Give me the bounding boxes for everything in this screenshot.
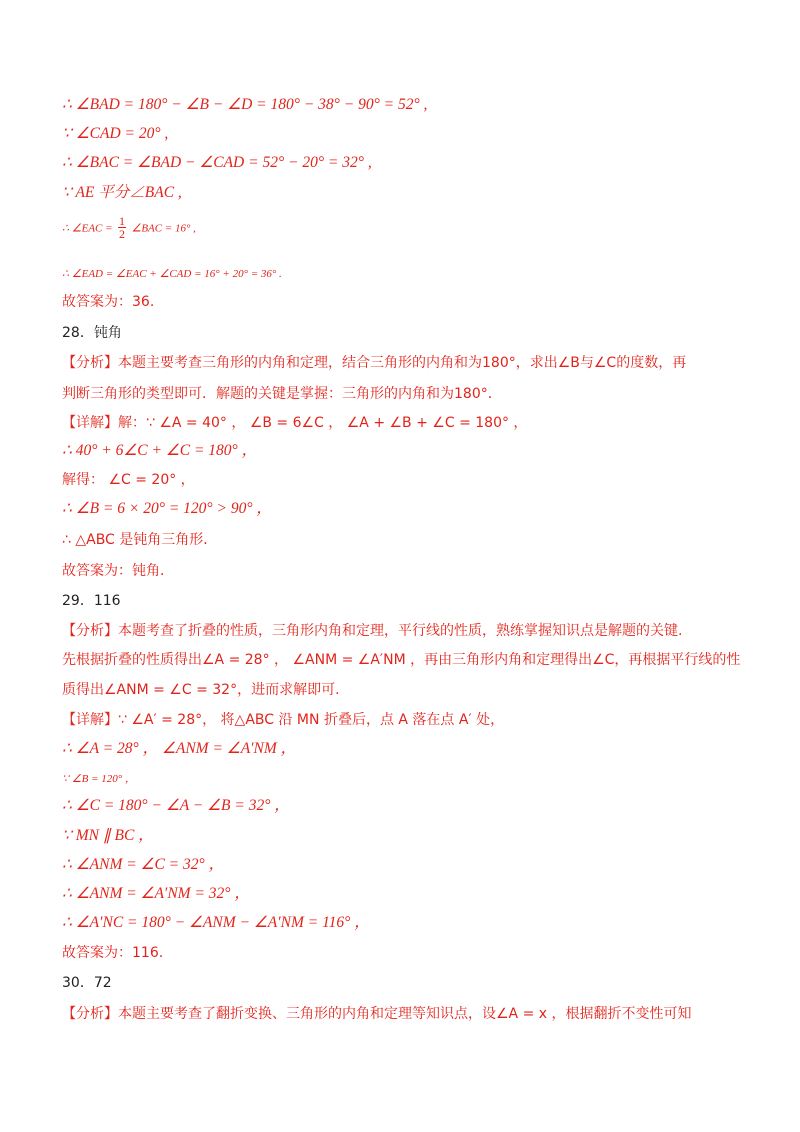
solution-step: ∵ AE 平分∠BAC , — [62, 184, 182, 201]
fraction — [118, 215, 126, 240]
solution-step: 解得： ∠C = 20° ， — [62, 472, 195, 488]
solution-step: 【详解】解：∵ ∠A = 40° ， ∠B = 6∠C ， ∠A + ∠B + ∠C = 180° ， — [62, 415, 528, 431]
analysis-paragraph: 判断三角形的类型即可．解题的关键是掌握：三角形的内角和为180°． — [62, 386, 502, 402]
solution-step: ∴ △ABC 是钝角三角形． — [62, 532, 218, 548]
solution-step: 【详解】∵ ∠A′ = 28°， 将△ABC 沿 MN 折叠后，点 A 落在点 A′ 处， — [62, 712, 505, 728]
solution-step: ∴ ∠C = 180° − ∠A − ∠B = 32° ， — [62, 797, 290, 814]
fraction-denominator: 2 — [119, 227, 126, 241]
answer-line: 故答案为：36. — [62, 294, 155, 310]
analysis-paragraph: 质得出∠ANM = ∠C = 32°，进而求解即可. — [62, 682, 340, 698]
analysis-paragraph: 【分析】本题主要考查三角形的内角和定理，结合三角形的内角和为180°，求出∠B与∠C的度数，再 — [62, 355, 687, 371]
fraction-suffix: ∠BAC = 16° , — [131, 222, 196, 235]
answer-line: 故答案为：钝角． — [62, 563, 174, 579]
solution-step: ∵ ∠B = 120° ， — [62, 773, 136, 785]
solution-step: ∴ ∠A′NC = 180° − ∠ANM − ∠A′NM = 116° ， — [62, 914, 370, 931]
solution-step-fraction — [62, 215, 196, 240]
analysis-paragraph: 【分析】本题主要考查了翻折变换、三角形的内角和定理等知识点，设∠A = x ，根据翻折不变性可知 — [62, 1006, 692, 1022]
solution-step: ∴ ∠A = 28° ， ∠ANM = ∠A′NM ， — [62, 740, 297, 757]
solution-step: ∵ MN ∥ BC ， — [62, 827, 154, 844]
analysis-paragraph: 先根据折叠的性质得出∠A = 28° ， ∠ANM = ∠A′NM ，再由三角形内角和定理得出∠C，再根据平行线的性 — [62, 652, 741, 668]
question-number: 29．116 — [62, 593, 121, 609]
fraction-prefix: ∴ ∠EAC = — [62, 222, 113, 235]
solution-step: ∴ ∠BAC = ∠BAD − ∠CAD = 52° − 20° = 32° , — [62, 154, 372, 171]
solution-step: ∴ ∠ANM = ∠A′NM = 32° ， — [62, 885, 250, 902]
solution-step: ∴ ∠ANM = ∠C = 32° ， — [62, 856, 225, 873]
solution-step: ∴ 40° + 6∠C + ∠C = 180° ， — [62, 442, 258, 459]
fraction-numerator: 1 — [119, 214, 126, 228]
analysis-paragraph: 【分析】本题考查了折叠的性质，三角形内角和定理，平行线的性质，熟练掌握知识点是解题的关键. — [62, 623, 683, 639]
solution-step: ∴ ∠EAD = ∠EAC + ∠CAD = 16° + 20° = 36° . — [62, 268, 282, 280]
question-number: 28．钝角 — [62, 325, 122, 341]
answer-line: 故答案为：116. — [62, 945, 164, 961]
solution-step: ∴ ∠B = 6 × 20° = 120° > 90° ， — [62, 500, 272, 517]
solution-step: ∵ ∠CAD = 20° , — [62, 125, 169, 142]
question-number: 30．72 — [62, 975, 112, 991]
solution-step: ∴ ∠BAD = 180° − ∠B − ∠D = 180° − 38° − 90° = 52° , — [62, 96, 428, 113]
